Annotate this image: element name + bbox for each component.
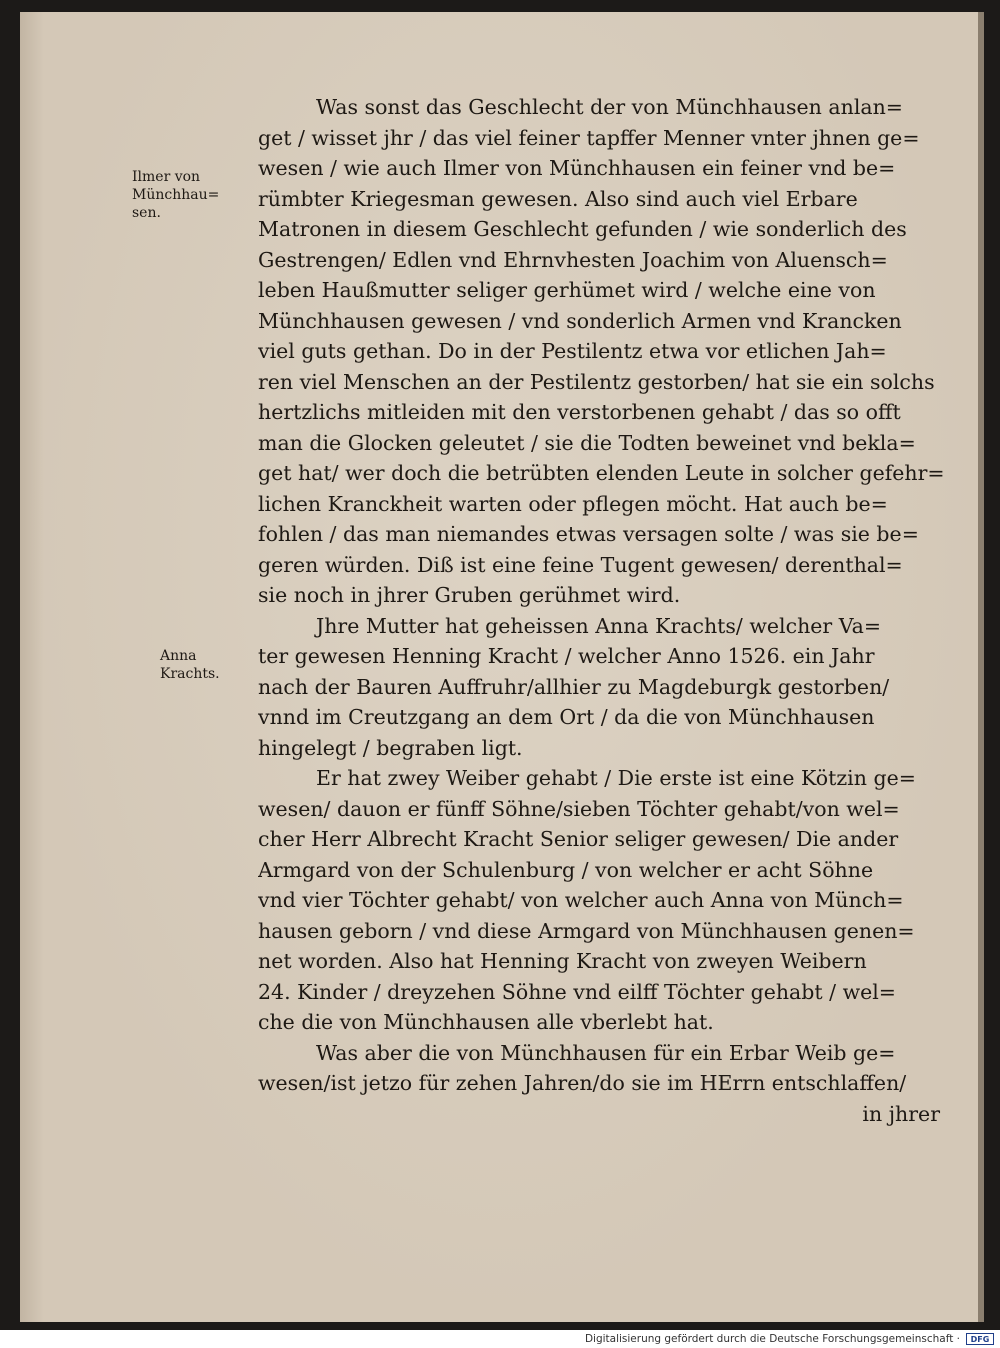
text-line: wesen / wie auch Ilmer von Münchhausen ein feiner vnd be=	[258, 156, 896, 180]
catchword: in jhrer	[862, 1101, 940, 1126]
text-line: vnd vier Töchter gehabt/ von welcher auch Anna von Münch=	[258, 888, 904, 912]
text-line: nach der Bauren Auffruhr/allhier zu Magdeburgk gestorben/	[258, 674, 890, 699]
text-line: geren würden. Diß ist eine feine Tugent gewesen/ derenthal=	[258, 552, 903, 577]
text-line: vnnd im Creutzgang an dem Ort / da die von Münchhausen	[258, 705, 875, 729]
text-line: Gestrengen/ Edlen vnd Ehrnvhesten Joachim von Aluensch=	[258, 247, 888, 272]
text-line: wesen/ist jetzo für zehen Jahren/do sie im HErrn entschlaffen/	[258, 1071, 907, 1095]
text-line: Armgard von der Schulenburg / von welcher er acht Söhne	[258, 857, 874, 882]
text-line: cher Herr Albrecht Kracht Senior seliger gewesen/ Die ander	[258, 827, 899, 851]
text-line: Was sonst das Geschlecht der von Münchhausen anlan=	[316, 95, 903, 119]
text-line: hertzlichs mitleiden mit den verstorbenen gehabt / das so offt	[258, 400, 901, 424]
text-line: fohlen / das man niemandes etwas versagen solte / was sie be=	[258, 522, 919, 546]
text-line: che die von Münchhausen alle vberlebt hat.	[258, 1010, 714, 1034]
text-line: 24. Kinder / dreyzehen Söhne vnd eilff Töchter gehabt / wel=	[258, 979, 896, 1004]
dfg-logo-icon: DFG	[966, 1333, 994, 1345]
text-line: Matronen in diesem Geschlecht gefunden / wie sonderlich des	[258, 217, 907, 241]
margin-note-text: Ilmer von Münchhau= sen.	[132, 169, 220, 221]
text-line: hausen geborn / vnd diese Armgard von Münchhausen genen=	[258, 918, 915, 943]
funding-credit: Digitalisierung gefördert durch die Deutsche Forschungsgemeinschaft ·	[584, 1333, 960, 1345]
text-line: leben Haußmutter seliger gerhümet wird / welche eine von	[258, 278, 876, 302]
margin-note-anna	[160, 647, 240, 683]
text-line: ren viel Menschen an der Pestilentz gestorben/ hat sie ein solchs	[258, 369, 935, 394]
text-line: rümbter Kriegesman gewesen. Also sind auch viel Erbare	[258, 186, 858, 211]
footer-bar	[0, 1330, 1000, 1348]
text-line: wesen/ dauon er fünff Söhne/sieben Töchter gehabt/von wel=	[258, 796, 900, 821]
text-line: get / wisset jhr / das viel feiner tapffer Menner vnter jhnen ge=	[258, 125, 920, 150]
text-line: get hat/ wer doch die betrübten elenden Leute in solcher gefehr=	[258, 461, 945, 485]
text-line: Er hat zwey Weiber gehabt / Die erste ist eine Kötzin ge=	[316, 766, 916, 790]
text-line: Was aber die von Münchhausen für ein Erbar Weib ge=	[316, 1040, 896, 1065]
text-line: sie noch in jhrer Gruben gerühmet wird.	[258, 583, 681, 607]
text-line: ter gewesen Henning Kracht / welcher Anno 1526. ein Jahr	[258, 644, 875, 668]
text-line: Jhre Mutter hat geheissen Anna Krachts/ welcher Va=	[316, 613, 882, 638]
text-line: net worden. Also hat Henning Kracht von zweyen Weibern	[258, 949, 867, 973]
text-line: viel guts gethan. Do in der Pestilentz etwa vor etlichen Jah=	[258, 339, 887, 363]
text-line: Münchhausen gewesen / vnd sonderlich Armen vnd Krancken	[258, 308, 902, 333]
margin-note-text: Anna Krachts.	[160, 648, 220, 682]
body-text	[258, 92, 948, 1129]
text-line: lichen Kranckheit warten oder pflegen möcht. Hat auch be=	[258, 491, 888, 516]
margin-note-ilmer	[132, 168, 240, 222]
text-line: hingelegt / begraben ligt.	[258, 735, 523, 760]
page-edge	[978, 12, 984, 1322]
text-line: man die Glocken geleutet / sie die Todten beweinet vnd bekla=	[258, 430, 916, 455]
